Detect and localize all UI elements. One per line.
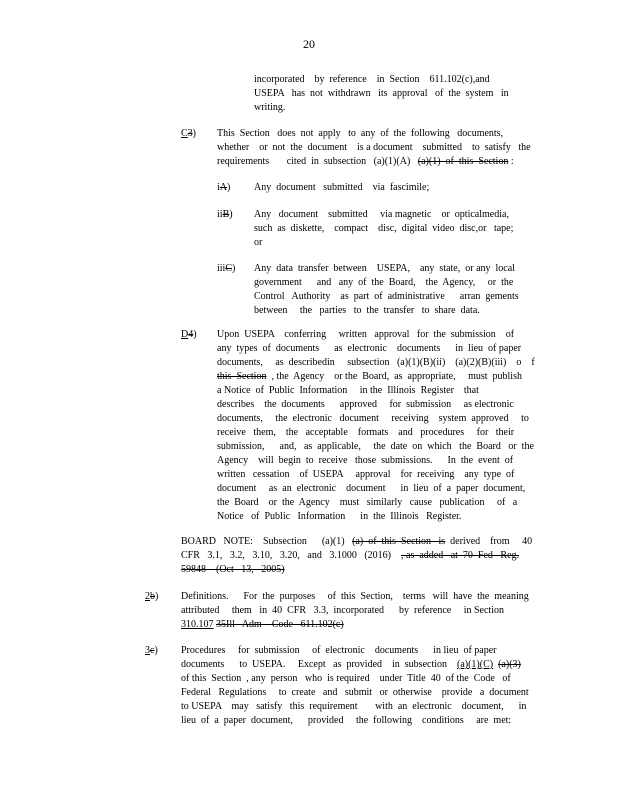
item-3-line: of this Section , any person who is required under Title 40 of the Code of (181, 673, 511, 684)
text-run: derived from 40 (445, 536, 533, 547)
item-d-line (217, 370, 522, 383)
item-c-marker (181, 127, 196, 140)
sub-ii-marker (217, 208, 233, 221)
marker-paren: ) (154, 645, 158, 656)
item-d-line: a Notice of Public Information in the Illinois Register that (217, 385, 479, 396)
struck-text: b (150, 591, 155, 602)
struck-text: this Section (217, 371, 267, 382)
sub-ii-line: or (254, 237, 263, 248)
marker-paren: ) (193, 329, 197, 340)
sub-ii-line: Any document submitted via magnetic or opticalmedia, (254, 209, 509, 220)
struck-text: 4 (188, 329, 194, 340)
item-d-line: receive them, the acceptable formats and procedures for their (217, 427, 515, 438)
sub-iii-line: Any data transfer between USEPA, any state, or any local (254, 263, 515, 274)
item-d-line: document as an electronic document in lieu of a paper document, (217, 483, 526, 494)
item-d-line: describes the documents approved for submission as electronic (217, 399, 514, 410)
item-c-line: This Section does not apply to any of the following documents, (217, 128, 504, 139)
item-d-line: documents, the electronic document receiving system approved to (217, 413, 529, 424)
inserted-text: 2 (145, 591, 150, 602)
text-run: : (508, 156, 514, 167)
sub-i-marker (217, 181, 230, 194)
struck-text: A (219, 182, 228, 193)
sub-iii-line: between the parties to the transfer to share data. (254, 305, 480, 316)
inserted-text: ii (217, 209, 223, 220)
item-d-marker (181, 328, 197, 341)
item-d-line: documents, as describedin subsection (a)(1)(B)(ii) (a)(2)(B)(iii) o f (217, 357, 535, 368)
board-note-line (181, 563, 285, 576)
item-d-line: the Board or the Agency must similarly cause publication of a (217, 497, 518, 508)
struck-text: c (150, 645, 155, 656)
struck-text: , as added at 70 Fed Reg. (401, 550, 520, 561)
marker-paren: ) (192, 128, 197, 139)
inserted-text: C (181, 128, 188, 139)
item-3-marker (145, 644, 158, 657)
item-2-marker (145, 590, 158, 603)
sub-iii-marker (217, 262, 235, 275)
inserted-text: iii (217, 263, 226, 274)
item-3-line: to USEPA may satisfy this requirement with an electronic document, in (181, 701, 527, 712)
item-d-line: any types of documents as electronic documents in lieu of paper (217, 343, 522, 354)
item-c-line (217, 155, 514, 168)
text-run: documents to USEPA. Except as provided in subsection (181, 659, 457, 670)
item-d-line: written cessation of USEPA approval for receiving any type of (217, 469, 515, 480)
board-note-line (181, 535, 532, 548)
struck-text: B (222, 209, 230, 220)
text-run: requirements cited in subsection (a)(1)(A) (217, 156, 418, 167)
text-run: , the Agency or the Board, as appropriate, must publish (266, 371, 522, 382)
marker-paren: ) (229, 209, 233, 220)
struck-text: 59848 (Oct 13, 2005) (181, 564, 285, 575)
item-d-line: submission, and, as applicable, the date on which the Board or the (217, 441, 534, 452)
inserted-text: D (181, 329, 189, 340)
inserted-text: i (217, 182, 220, 193)
sub-iii-line: Control Authority as part of administrative arran gements (254, 291, 519, 302)
item-2-line: Definitions. For the purposes of this Section, terms will have the meaning (181, 591, 529, 602)
marker-paren: ) (155, 591, 159, 602)
item-3-line (181, 658, 521, 671)
struck-text: (a)(1) of this Section (417, 156, 509, 167)
inserted-text: 3 (145, 645, 150, 656)
page-number: 20 (303, 37, 315, 51)
item-2-line (181, 618, 344, 631)
intro-line: USEPA has not withdrawn its approval of the system in (254, 88, 509, 99)
item-c-line: whether or not the document is a document submitted to satisfy the (217, 142, 531, 153)
item-d-line: Agency will begin to receive those submissions. In the event of (217, 455, 514, 466)
intro-line: writing. (254, 102, 286, 113)
intro-line: incorporated by reference in Section 611.102(c),and (254, 74, 490, 85)
text-run: CFR 3.1, 3.2, 3.10, 3.20, and 3.1000 (2016) (181, 550, 401, 561)
sub-iii-line: government and any of the Board, the Agency, or the (254, 277, 514, 288)
sub-i-line: Any document submitted via fascimile; (254, 182, 430, 193)
marker-paren: ) (232, 263, 236, 274)
board-note-line (181, 549, 519, 562)
sub-ii-line: such as diskette, compact disc, digital video disc,or tape; (254, 223, 514, 234)
inserted-text: 310.107 (181, 619, 214, 630)
item-3-line: lieu of a paper document, provided the following conditions are met: (181, 715, 512, 726)
item-2-line: attributed them in 40 CFR 3.3, incorporated by reference in Section (181, 605, 504, 616)
item-3-line: Procedures for submission of electronic documents in lieu of paper (181, 645, 497, 656)
item-d-line: Notice of Public Information in the Illinois Register. (217, 511, 462, 522)
item-3-line: Federal Regulations to create and submit or otherwise provide a document (181, 687, 529, 698)
inserted-text: (a)(1)(C) (457, 659, 494, 670)
marker-paren: ) (227, 182, 231, 193)
struck-text: C (225, 263, 233, 274)
struck-text: 35Ill Adm Code 611.102(c) (216, 619, 344, 630)
struck-text: (a)(3) (498, 659, 521, 670)
struck-text: 3 (187, 128, 193, 139)
item-d-line: Upon USEPA conferring written approval for the submission of (217, 329, 515, 340)
text-run: BOARD NOTE: Subsection (a)(1) (181, 536, 353, 547)
struck-text: (a) of this Section is (352, 536, 446, 547)
